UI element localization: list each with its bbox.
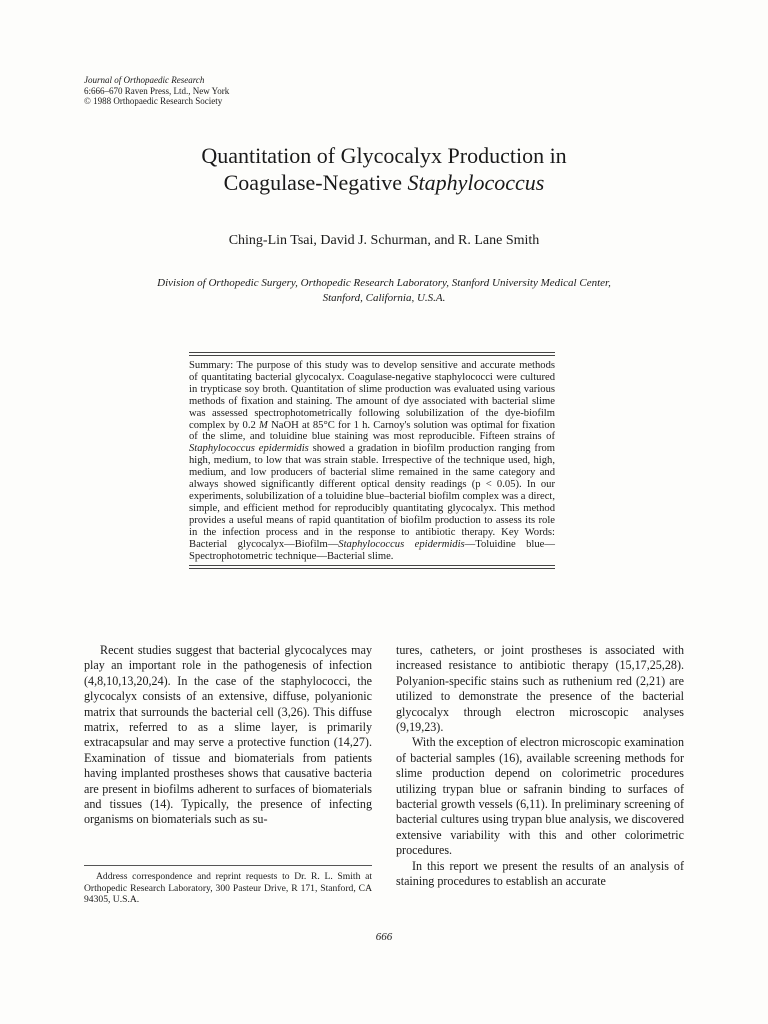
title-line-2-plain: Coagulase-Negative: [223, 170, 408, 195]
abstract-keyword-species: Staphylococcus epidermidis: [338, 538, 465, 550]
abstract-part-4: —Toluidine blue—Spectrophotometric technique—Bacterial slime.: [189, 538, 555, 562]
abstract-text: [189, 360, 555, 562]
author-list: Ching-Lin Tsai, David J. Schurman, and R. Lane Smith: [228, 233, 540, 248]
abstract-top-rule: [189, 352, 555, 356]
body-paragraph: With the exception of electron microscopic examination of bacterial samples (16), available screening methods for slime production depend on colorimetric procedures utilizing trypan blue or safranin binding to surfaces of bacterial growth vessels (6,11). In preliminary screening of bacterial cultures using trypan blue analysis, we discovered extensive variability with this and other colorimetric procedures.: [396, 735, 684, 858]
footnote-rule: [84, 865, 372, 866]
body-column-left: [84, 643, 372, 828]
abstract-part-2: NaOH at 85°C for 1 h. Carnoy's solution was optimal for fixation of the slime, and toluidine blue staining was most reproducible. Fifteen strains of: [189, 419, 555, 443]
abstract-box: [189, 352, 555, 569]
abstract-bottom-rule: [189, 565, 555, 569]
abstract-molar: M: [259, 419, 268, 431]
affiliation-line-1: Division of Orthopedic Surgery, Orthopedic Research Laboratory, Stanford University Medical Center,: [157, 277, 611, 289]
abstract-species: Staphylococcus epidermidis: [189, 443, 309, 455]
journal-name: Journal of Orthopaedic Research: [84, 75, 205, 85]
affiliation-line-2: Stanford, California, U.S.A.: [322, 291, 446, 304]
body-paragraph: In this report we present the results of an analysis of staining procedures to establish an accurate: [396, 858, 684, 889]
title-line-2: [0, 169, 768, 196]
body-column-right: [396, 643, 684, 890]
body-paragraph: tures, catheters, or joint prostheses is associated with increased resistance to antibiotic therapy (15,17,25,28). Polyanion-specific stains such as ruthenium red (2,21) are utilized to demonstrate the presence of the bacterial glycocalyx through electron microscopic analyses (9,19,23).: [396, 643, 684, 735]
affiliation: [100, 276, 668, 305]
abstract-part-3: showed a gradation in biofilm production ranging from high, medium, to low that was strain stable. Irrespective of the technique used, high, medium, and low producers of bacterial slime remained in the same category and always showed significantly different optical density readings (p < 0.05). In our experiments, solubilization of a toluidine blue–bacterial biofilm complex was a direct, simple, and efficient method for reproducibly quantitating glycocalyx. This method provides a useful means of rapid quantitation of biofilm production to assess its role in the infection process and in the response to antibiotic therapy. Key Words: Bacterial glycocalyx—Biofilm—: [189, 443, 555, 550]
abstract-part-1: Summary: The purpose of this study was to develop sensitive and accurate methods of quantitating bacterial glycocalyx. Coagulase-negative staphylococci were cultured in trypticase soy broth. Quantitation of slime production was evaluated using various methods of fixation and staining. The amount of dye associated with bacterial slime was assessed spectrophotometrically following solubilization of the dye-biofilm complex by 0.2: [189, 360, 555, 431]
journal-citation: 6:666–670 Raven Press, Ltd., New York: [84, 85, 230, 96]
journal-copyright: © 1988 Orthopaedic Research Society: [84, 96, 223, 106]
correspondence-footnote: Address correspondence and reprint requests to Dr. R. L. Smith at Orthopedic Research Laboratory, 300 Pasteur Drive, R 171, Stanford, CA 94305, U.S.A.: [84, 871, 372, 906]
article-title: [0, 142, 768, 196]
journal-header: [84, 75, 229, 107]
title-line-1: Quantitation of Glycocalyx Production in: [201, 143, 567, 168]
title-line-2-italic: Staphylococcus: [407, 170, 545, 195]
page-number: 666: [375, 931, 393, 943]
body-paragraph: Recent studies suggest that bacterial glycocalyces may play an important role in the pathogenesis of infection (4,8,10,13,20,24). In the case of the staphylococci, the glycocalyx consists of an extensive, diffuse, polyanionic matrix that surrounds the bacterial cell (3,26). This diffuse matrix, referred to as a slime layer, is primarily extracapsular and may serve a protective function (14,27). Examination of tissue and biomaterials from patients having implanted prostheses shows that causative bacteria are present in biofilms adherent to surfaces of biomaterials and tissues (14). Typically, the presence of infecting organisms on biomaterials such as su-: [84, 643, 372, 827]
